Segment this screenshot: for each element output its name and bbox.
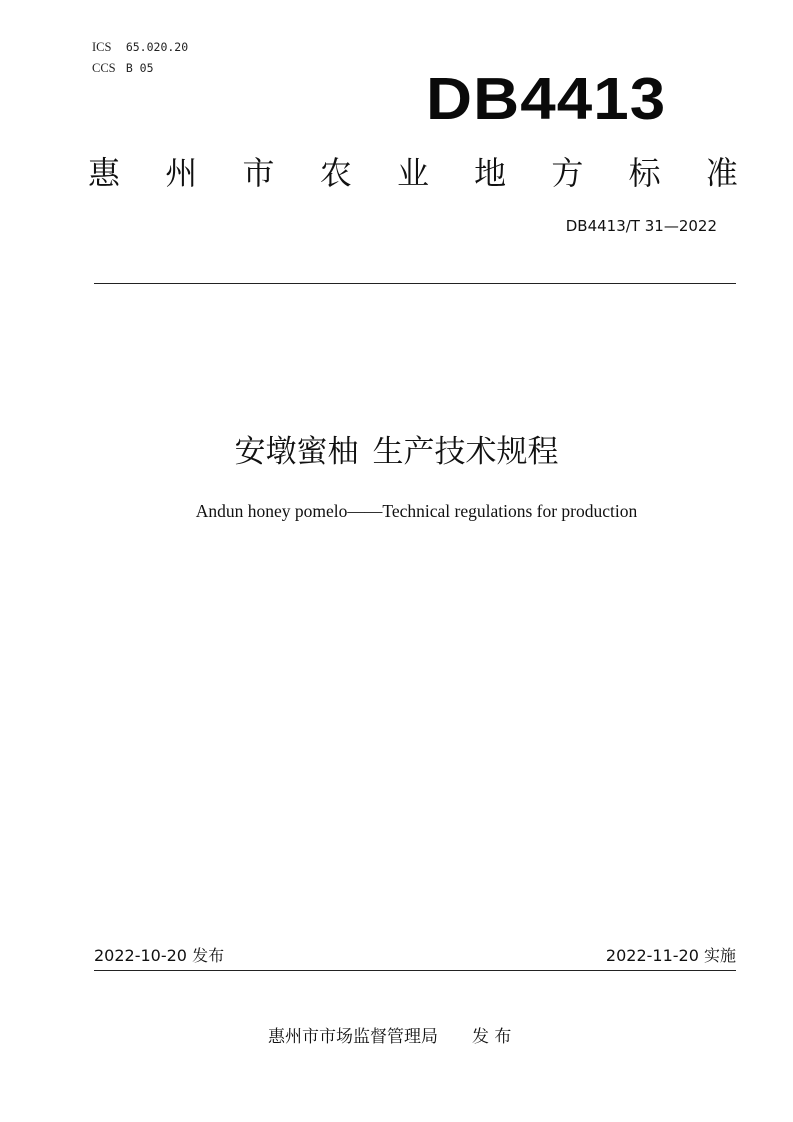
issue-date: 2022-10-20 发布 — [94, 946, 225, 965]
standard-type-char: 惠 — [88, 154, 121, 192]
standard-type-heading — [88, 150, 738, 196]
standard-type-char: 州 — [165, 154, 198, 192]
title-zh-part2: 生产技术规程 — [372, 434, 559, 470]
issuer-name: 惠州市市场监督管理局 — [268, 1027, 438, 1047]
ccs-value: B 05 — [125, 61, 154, 75]
document-title-en: Andun honey pomelo——Technical regulations for production — [195, 501, 638, 521]
ccs-classification — [92, 61, 154, 75]
document-title-zh — [0, 430, 793, 474]
implementation-date: 2022-11-20 实施 — [605, 946, 736, 965]
issuing-authority — [268, 1025, 511, 1049]
standard-code-logo: DB4413 — [426, 66, 667, 132]
ics-value: 65.020.20 — [125, 40, 189, 54]
standard-type-char: 市 — [242, 154, 275, 192]
standard-number: DB4413/T 31—2022 — [565, 217, 717, 235]
ics-label: ICS — [92, 40, 112, 54]
standard-type-char: 地 — [474, 154, 507, 192]
top-divider — [94, 283, 736, 284]
issuer-action: 发 布 — [472, 1027, 512, 1047]
title-zh-part1: 安墩蜜柚 — [234, 434, 359, 470]
standard-type-char: 农 — [319, 154, 352, 192]
standard-type-char: 标 — [628, 154, 661, 192]
standard-type-char: 方 — [551, 154, 584, 192]
standard-type-char: 业 — [396, 154, 429, 192]
bottom-divider — [94, 970, 736, 971]
standard-type-char: 准 — [705, 154, 738, 192]
ccs-label: CCS — [92, 61, 116, 75]
ics-classification — [92, 40, 188, 54]
